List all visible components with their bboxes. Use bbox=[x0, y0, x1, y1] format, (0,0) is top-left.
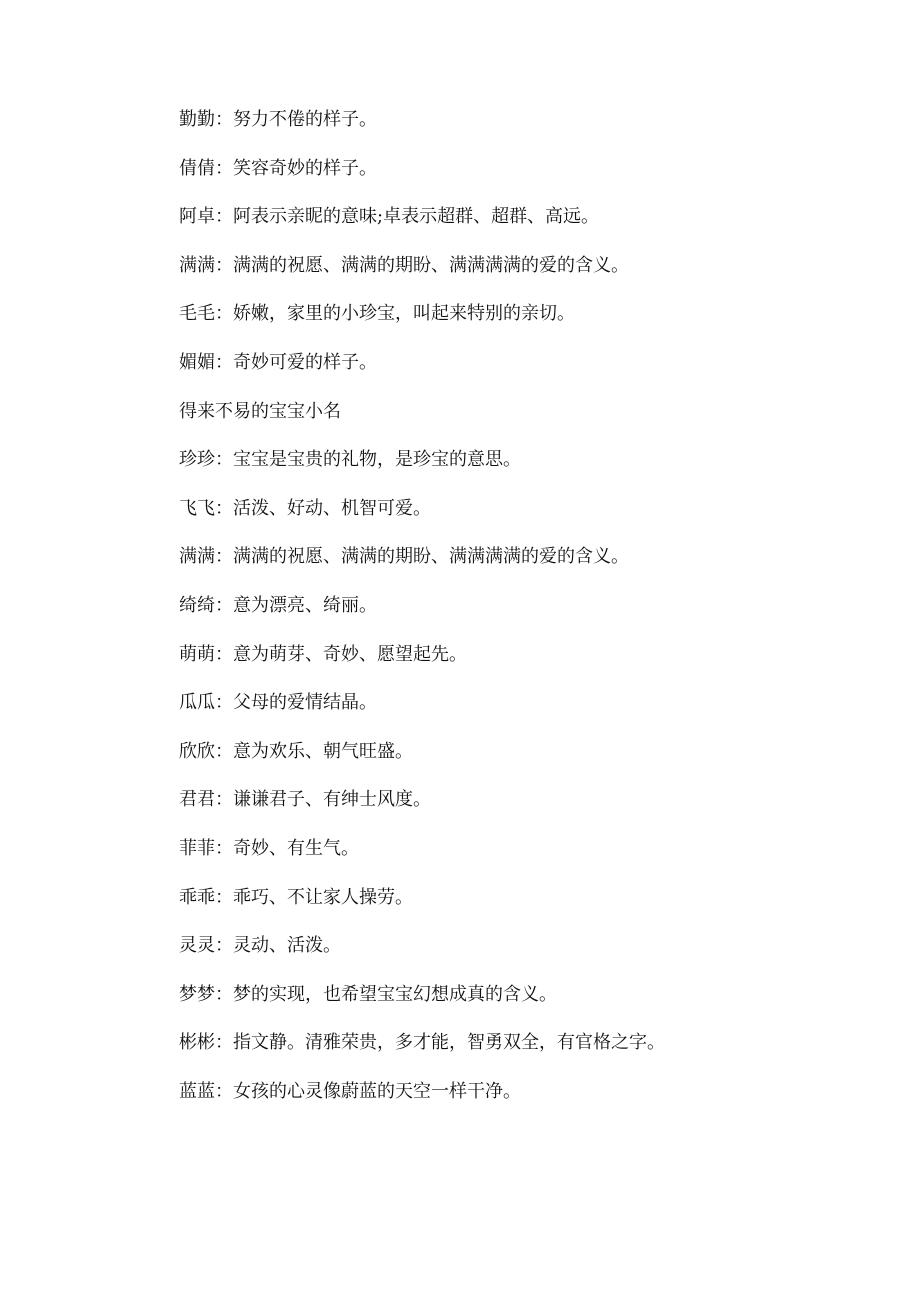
text-line: 欣欣：意为欢乐、朝气旺盛。 bbox=[179, 740, 413, 762]
text-line: 满满：满满的祝愿、满满的期盼、满满满满的爱的含义。 bbox=[179, 254, 629, 276]
text-line: 瓜瓜：父母的爱情结晶。 bbox=[179, 692, 377, 714]
text-line: 飞飞：活泼、好动、机智可爱。 bbox=[179, 497, 431, 519]
text-line: 倩倩：笑容奇妙的样子。 bbox=[179, 157, 377, 179]
text-line: 萌萌：意为萌芽、奇妙、愿望起先。 bbox=[179, 643, 467, 665]
text-line: 梦梦：梦的实现，也希望宝宝幻想成真的含义。 bbox=[179, 983, 557, 1005]
text-line: 蓝蓝：女孩的心灵像蔚蓝的天空一样干净。 bbox=[179, 1080, 521, 1102]
text-line: 阿卓：阿表示亲昵的意味;卓表示超群、超群、高远。 bbox=[179, 206, 600, 228]
text-line: 灵灵：灵动、活泼。 bbox=[179, 935, 341, 957]
text-line: 乖乖：乖巧、不让家人操劳。 bbox=[179, 886, 413, 908]
text-line: 彬彬：指文静。清雅荣贵，多才能，智勇双全，有官格之字。 bbox=[179, 1032, 665, 1054]
text-line: 菲菲：奇妙、有生气。 bbox=[179, 837, 359, 859]
text-line: 绮绮：意为漂亮、绮丽。 bbox=[179, 594, 377, 616]
text-line: 满满：满满的祝愿、满满的期盼、满满满满的爱的含义。 bbox=[179, 546, 629, 568]
section-heading: 得来不易的宝宝小名 bbox=[179, 400, 341, 422]
text-line: 勤勤：努力不倦的样子。 bbox=[179, 109, 377, 130]
text-line: 媚媚：奇妙可爱的样子。 bbox=[179, 351, 377, 373]
text-line: 君君：谦谦君子、有绅士风度。 bbox=[179, 789, 431, 811]
text-line: 珍珍：宝宝是宝贵的礼物，是珍宝的意思。 bbox=[179, 449, 521, 471]
document-body bbox=[179, 106, 879, 1126]
text-line: 毛毛：娇嫩，家里的小珍宝，叫起来特别的亲切。 bbox=[179, 303, 575, 325]
